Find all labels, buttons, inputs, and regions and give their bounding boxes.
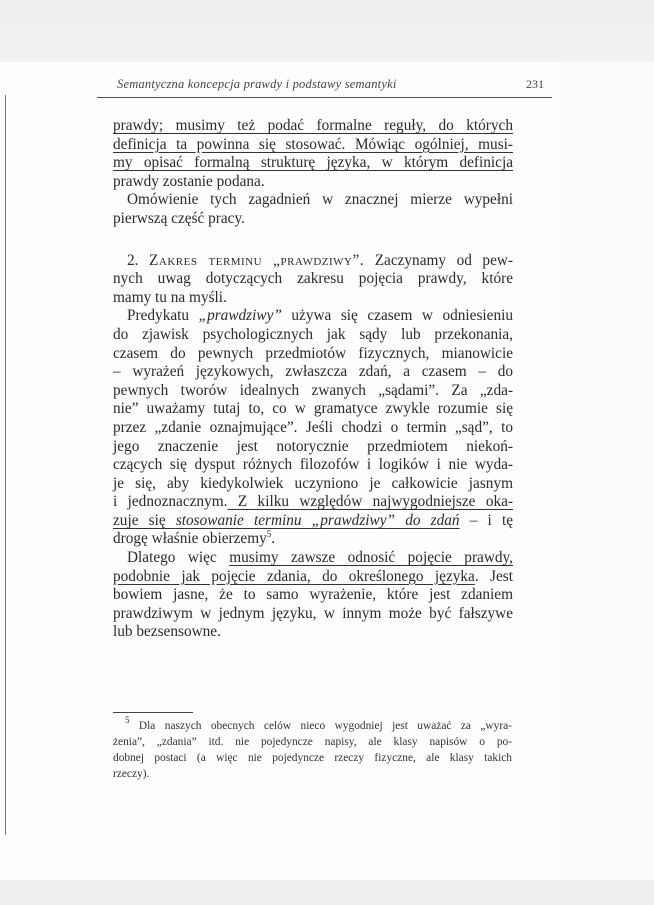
pen-underline: Z kilku względów najwygodniejsze oka- <box>227 493 513 511</box>
text-line: pierwszą część pracy. <box>113 209 245 227</box>
text-line: czasem do pewnych przedmiotów fizycznych, mianowicie <box>113 344 513 362</box>
section-heading-line: 2. Zakres terminu „prawdziwy”. Zaczynamy od pew- <box>127 251 514 269</box>
text-line: my opisać formalną strukturę języka, w którym definicja <box>113 154 513 172</box>
emphasis-italic: stosowanie terminu „prawdziwy” do zdań <box>175 511 460 529</box>
text-line: czących się dysput różnych filozofów i logików i nie wyda- <box>113 456 513 474</box>
footnote-line: rzeczy). <box>113 768 150 780</box>
pen-underline: musimy zawsze odnosić pojęcie prawdy, <box>229 549 513 567</box>
text-line: definicja ta powinna się stosować. Mówiąc ogólniej, musi- <box>113 135 513 153</box>
running-head: Semantyczna koncepcja prawdy i podstawy semantyki <box>117 77 397 91</box>
text-line: prawdy; musimy też podać formalne reguły, do których <box>113 117 513 134</box>
scan-top-margin <box>0 0 654 62</box>
section-title: Zakres terminu „prawdziwy”. <box>149 251 365 269</box>
text-line: prawdziwym w jednym języku, w innym może być fałszywe <box>113 604 513 622</box>
text-line: do zjawisk psychologicznych jak sądy lub przekonania, <box>113 325 513 343</box>
text-line: nie” uważamy tutaj to, co w gramatyce zwykle rozumie się <box>113 400 513 418</box>
body-text <box>113 117 513 642</box>
footnote-line: żenia”, „zdania” itd. nie pojedyncze napisy, ale klasy napisów o po- <box>113 736 512 748</box>
footnote-reference: 5 <box>266 529 272 540</box>
scan-bottom-margin <box>0 880 654 905</box>
footnote <box>113 715 512 782</box>
text-line: przez „zdanie oznajmujące”. Jeśli chodzi o termin „sąd”, to <box>113 418 513 436</box>
page-number: 231 <box>526 77 544 91</box>
text-line: drogę właśnie obierzemy$^5$. <box>113 529 276 548</box>
text-line: bowiem jasne, że to samo wyrażenie, które jest zdaniem <box>113 586 513 604</box>
text-line: lub bezsensowne. <box>113 623 221 641</box>
text-line: Dlatego więc musimy zawsze odnosić pojęcie prawdy, <box>127 549 513 567</box>
footnote-line: $^5$ Dla naszych obecnych celów nieco wygodniej jest uważać za „wyra- <box>125 715 512 732</box>
binding-edge-line <box>5 95 6 835</box>
text-line: – wyrażeń językowych, zwłaszcza zdań, a czasem – do <box>113 363 513 381</box>
text-line: zuje się stosowanie terminu „prawdziwy” do zdań – i tę <box>113 511 513 529</box>
footnote-line: dobnej postaci (a więc nie pojedyncze rzeczy fizyczne, ale klasy takich <box>113 752 512 764</box>
text-line: Omówienie tych zagadnień w znacznej mierze wypełni <box>127 191 513 209</box>
pen-underline: podobnie jak pojęcie zdania, do określonego języka <box>113 567 475 585</box>
text-line: podobnie jak pojęcie zdania, do określonego języka. Jest <box>113 567 513 585</box>
text-line: prawdy zostanie podana. <box>113 172 265 190</box>
text-line: pewnych tworów idealnych zwanych „sądami”. Za „zda- <box>113 381 513 399</box>
text-line: nych uwag dotyczących zakresu pojęcia prawdy, które <box>113 270 513 288</box>
text-line: mamy tu na myśli. <box>113 288 227 306</box>
text-line: i jednoznacznym. Z kilku względów najwygodniejsze oka- <box>113 493 513 511</box>
section-number: 2. <box>127 251 139 269</box>
page-header <box>97 75 552 98</box>
text-line: je się, aby kiedykolwiek uczyniono je całkowicie jasnym <box>113 474 513 492</box>
footnote-marker: 5 <box>125 715 130 725</box>
text-line: jego znaczenie jest notorycznie przedmiotem niekoń- <box>113 437 513 455</box>
footnote-separator <box>113 712 193 713</box>
scan-right-margin <box>560 62 654 880</box>
text-line: Predykatu „prawdziwy” używa się czasem w odniesieniu <box>127 307 513 325</box>
